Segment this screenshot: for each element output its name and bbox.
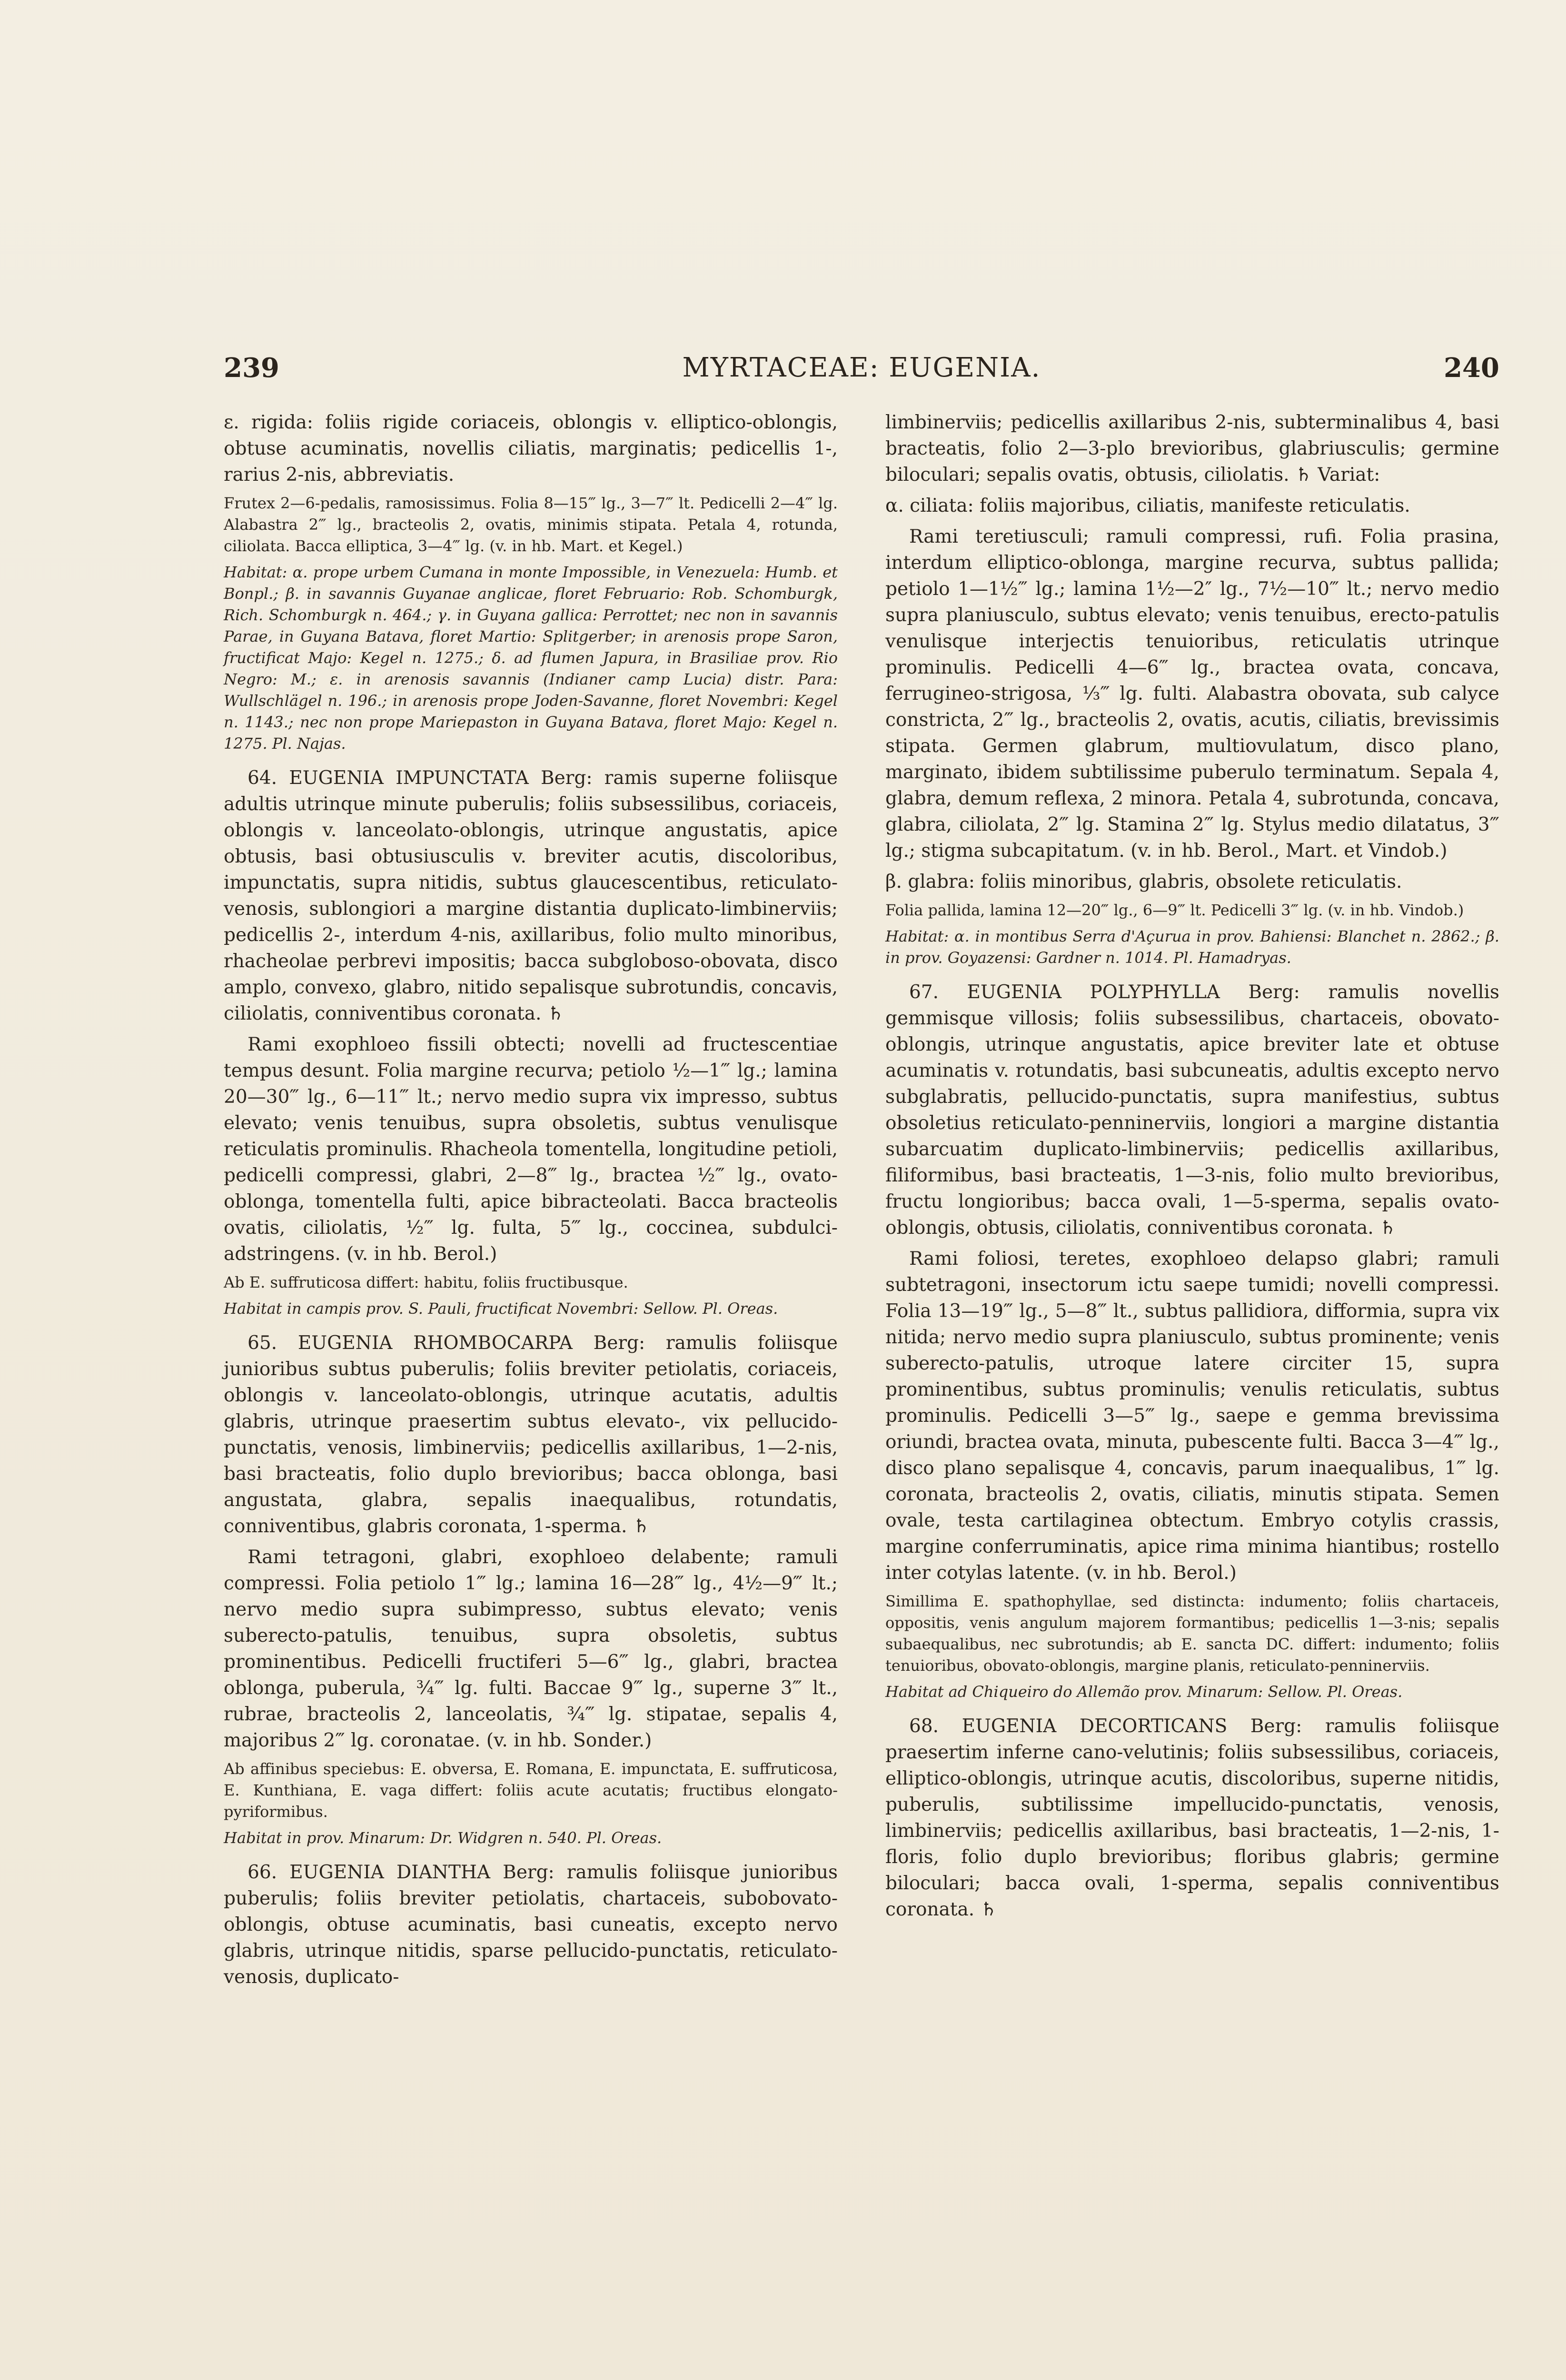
- species-paragraph: 65. EUGENIA RHOMBOCARPA Berg: ramulis foliisque junioribus subtus puberulis; foliis breviter petiolatis, coriaceis, oblongis v. lanceolato-oblongis, utrinque acutatis, adultis glabris, utrinque praesertim subtus elevato-, vix pellucido-punctatis, venosis, limbinerviis; pedicellis axillaribus, 1—2-nis, basi bracteatis, folio duplo brevioribus; bacca oblonga, basi angustata, glabra, sepalis inaequalibus, rotundatis, conniventibus, glabris coronata, 1-sperma. ♄: [224, 1332, 838, 1537]
- text-paragraph: β. glabra: foliis minoribus, glabris, obsolete reticulatis.: [885, 871, 1402, 892]
- text-paragraph: α. ciliata: foliis majoribus, ciliatis, manifeste reticulatis.: [885, 495, 1410, 516]
- text-paragraph: Frutex 2—6-pedalis, ramosissimus. Folia 8—15‴ lg., 3—7‴ lt. Pedicelli 2—4‴ lg. Alabastra 2‴ lg., bracteolis 2, ovatis, minimis stipata. Petala 4, rotunda, ciliolata. Bacca elliptica, 3—4‴ lg. (v. in hb. Mart. et Kegel.): [224, 494, 838, 555]
- text-paragraph: Simillima E. spathophyllae, sed distincta: indumento; foliis chartaceis, oppositis, venis angulum majorem formantibus; pedicellis 1—3-nis; sepalis subaequalibus, nec subrotundis; ab E. sancta DC. differt: indumento; foliis tenuioribus, obovato-oblongis, margine planis, reticulato-penninerviis.: [885, 1592, 1499, 1675]
- text-paragraph: Folia pallida, lamina 12—20‴ lg., 6—9‴ lt. Pedicelli 3‴ lg. (v. in hb. Vindob.): [885, 901, 1464, 919]
- page-header: [224, 352, 1499, 395]
- text-paragraph: Rami foliosi, teretes, exophloeo delapso glabri; ramuli subtetragoni, insectorum ictu saepe tumidi; novelli compressi. Folia 13—19‴ lg., 5—8‴ lt., subtus pallidiora, difformia, supra vix nitida; nervo medio supra planiusculo, subtus prominente; venis suberecto-patulis, utroque latere circiter 15, supra prominentibus, subtus prominulis; venulis reticulatis, subtus prominulis. Pedicelli 3—5‴ lg., saepe e gemma brevissima oriundi, bractea ovata, minuta, pubescente fulti. Bacca 3—4‴ lg., disco plano sepalisque 4, concavis, parum inaequalibus, 1‴ lg. coronata, bracteolis 2, ovatis, ciliatis, minutis stipata. Semen ovale, testa cartilaginea obtectum. Embryo cotylis crassis, margine conferruminatis, apice rima minima hiantibus; rostello inter cotylas latente. (v. in hb. Berol.): [885, 1248, 1499, 1584]
- text-paragraph: Habitat ad Chiqueiro do Allemão prov. Minarum: Sellow. Pl. Oreas.: [885, 1683, 1403, 1701]
- text-paragraph: Habitat: α. in montibus Serra d'Açurua in prov. Bahiensi: Blanchet n. 2862.; β. in prov. Goyazensi: Gardner n. 1014. Pl. Hamadryas.: [885, 927, 1499, 967]
- running-head: MYRTACEAE: EUGENIA.: [682, 352, 1041, 383]
- text-paragraph: Rami tetragoni, glabri, exophloeo delabente; ramuli compressi. Folia petiolo 1‴ lg.; lamina 16—28‴ lg., 4½—9‴ lt.; nervo medio supra subimpresso, subtus elevato; venis suberecto-patulis, tenuibus, supra obsoletis, subtus prominentibus. Pedicelli fructiferi 5—6‴ lg., glabri, bractea oblonga, puberula, ¾‴ lg. fulti. Baccae 9‴ lg., superne 3‴ lt., rubrae, bracteolis 2, lanceolatis, ¾‴ lg. stipatae, sepalis 4, majoribus 2‴ lg. coronatae. (v. in hb. Sonder.): [224, 1547, 838, 1751]
- text-paragraph: Ab affinibus speciebus: E. obversa, E. Romana, E. impunctata, E. suffruticosa, E. Kunthiana, E. vaga differt: foliis acute acutatis; fructibus elongato-pyriformibus.: [224, 1760, 838, 1821]
- species-paragraph: 64. EUGENIA IMPUNCTATA Berg: ramis superne foliisque adultis utrinque minute puberulis; foliis subsessilibus, coriaceis, oblongis v. lanceolato-oblongis, utrinque angustatis, apice obtusis, basi obtusiusculis v. breviter acutis, discoloribus, impunctatis, supra nitidis, subtus glaucescentibus, reticulato-venosis, sublongiori a margine distantia duplicato-limbinerviis; pedicellis 2-, interdum 4-nis, axillaribus, folio multo minoribus, rhacheolae perbrevi impositis; bacca subgloboso-obovata, disco amplo, convexo, glabro, nitido sepalisque subrotundis, concavis, ciliolatis, conniventibus coronata. ♄: [224, 767, 838, 1024]
- left-column: [224, 409, 838, 1995]
- text-paragraph: Habitat in campis prov. S. Pauli, fructificat Novembri: Sellow. Pl. Oreas.: [224, 1299, 778, 1318]
- right-column: [885, 409, 1499, 1927]
- text-paragraph: limbinerviis; pedicellis axillaribus 2-nis, subterminalibus 4, basi bracteatis, folio 2—3-plo brevioribus, glabriusculis; germine biloculari; sepalis ovatis, obtusis, ciliolatis. ♄ Variat:: [885, 412, 1499, 486]
- page-number-left: 239: [224, 352, 279, 384]
- page-number-right: 240: [1444, 352, 1499, 384]
- species-paragraph: 68. EUGENIA DECORTICANS Berg: ramulis foliisque praesertim inferne cano-velutinis; foliis subsessilibus, coriaceis, elliptico-oblongis, utrinque acutis, discoloribus, superne nitidis, puberulis, subtilissime impellucido-punctatis, venosis, limbinerviis; pedicellis axillaribus, basi bracteatis, 1—2-nis, 1-floris, folio duplo brevioribus; floribus glabris; germine biloculari; bacca ovali, 1-sperma, sepalis conniventibus coronata. ♄: [885, 1716, 1499, 1920]
- text-paragraph: Rami exophloeo fissili obtecti; novelli ad fructescentiae tempus desunt. Folia margine recurva; petiolo ½—1‴ lg.; lamina 20—30‴ lg., 6—11‴ lt.; nervo medio supra vix impresso, subtus elevato; venis tenuibus, supra obsoletis, subtus venulisque reticulatis prominulis. Rhacheola tomentella, longitudine petioli, pedicelli compressi, glabri, 2—8‴ lg., bractea ½‴ lg., ovato-oblonga, tomentella fulti, apice bibracteolati. Bacca bracteolis ovatis, ciliolatis, ½‴ lg. fulta, 5‴ lg., coccinea, subdulci-adstringens. (v. in hb. Berol.): [224, 1034, 838, 1265]
- text-paragraph: Ab E. suffruticosa differt: habitu, foliis fructibusque.: [224, 1273, 628, 1291]
- text-paragraph: Habitat: α. prope urbem Cumana in monte Impossible, in Venezuela: Humb. et Bonpl.; β. in savannis Guyanae anglicae, floret Februario: Rob. Schomburgk, Rich. Schomburgk n. 464.; γ. in Guyana gallica: Perrottet; nec non in savannis Parae, in Guyana Batava, floret Martio: Splitgerber; in arenosis prope Saron, fructificat Majo: Kegel n. 1275.; δ. ad flumen Japura, in Brasiliae prov. Rio Negro: M.; ε. in arenosis savannis (Indianer camp Lucia) distr. Para: Wullschlägel n. 196.; in arenosis prope Joden-Savanne, floret Novembri: Kegel n. 1143.; nec non prope Mariepaston in Guyana Batava, floret Majo: Kegel n. 1275. Pl. Najas.: [224, 563, 838, 753]
- text-paragraph: Rami teretiusculi; ramuli compressi, rufi. Folia prasina, interdum elliptico-oblonga, margine recurva, subtus pallida; petiolo 1—1½‴ lg.; lamina 1½—2″ lg., 7½—10‴ lt.; nervo medio supra planiusculo, subtus elevato; venis tenuibus, erecto-patulis venulisque interjectis tenuioribus, reticulatis utrinque prominulis. Pedicelli 4—6‴ lg., bractea ovata, concava, ferrugineo-strigosa, ⅓‴ lg. fulti. Alabastra obovata, sub calyce constricta, 2‴ lg., bracteolis 2, ovatis, acutis, ciliatis, brevissimis stipata. Germen glabrum, multiovulatum, disco plano, marginato, ibidem subtilissime puberulo terminatum. Sepala 4, glabra, demum reflexa, 2 minora. Petala 4, subrotunda, concava, glabra, ciliolata, 2‴ lg. Stamina 2‴ lg. Stylus medio dilatatus, 3‴ lg.; stigma subcapitatum. (v. in hb. Berol., Mart. et Vindob.): [885, 526, 1499, 862]
- text-paragraph: ε. rigida: foliis rigide coriaceis, oblongis v. elliptico-oblongis, obtuse acuminatis, novellis ciliatis, marginatis; pedicellis 1-, rarius 2-nis, abbreviatis.: [224, 412, 838, 486]
- species-paragraph: 66. EUGENIA DIANTHA Berg: ramulis foliisque junioribus puberulis; foliis breviter petiolatis, chartaceis, subobovato-oblongis, obtuse acuminatis, basi cuneatis, excepto nervo glabris, utrinque nitidis, sparse pellucido-punctatis, reticulato-venosis, duplicato-: [224, 1862, 838, 1988]
- species-paragraph: 67. EUGENIA POLYPHYLLA Berg: ramulis novellis gemmisque villosis; foliis subsessilibus, chartaceis, obovato-oblongis, utrinque angustatis, apice breviter late et obtuse acuminatis v. rotundatis, basi subcuneatis, adultis excepto nervo subglabratis, pellucido-punctatis, supra manifestius, subtus obsoletius reticulato-penninerviis, longiori a margine distantia subarcuatim duplicato-limbinerviis; pedicellis axillaribus, filiformibus, basi bracteatis, 1—3-nis, folio multo brevioribus, fructu longioribus; bacca ovali, 1—5-sperma, sepalis ovato-oblongis, obtusis, ciliolatis, conniventibus coronata. ♄: [885, 982, 1499, 1239]
- text-paragraph: Habitat in prov. Minarum: Dr. Widgren n. 540. Pl. Oreas.: [224, 1829, 662, 1847]
